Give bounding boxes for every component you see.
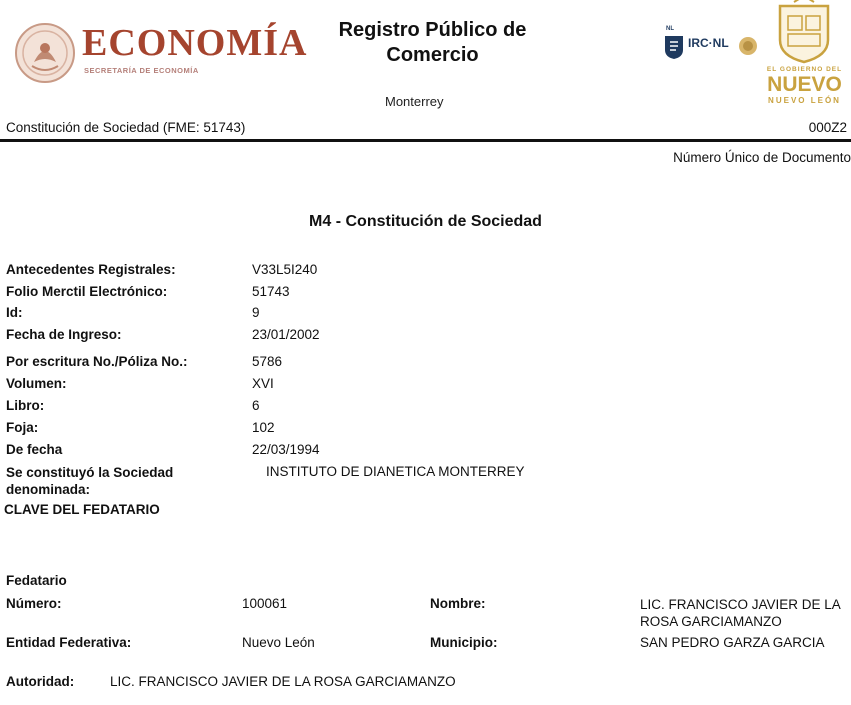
libro-value: 6 <box>252 398 260 413</box>
irc-shield-icon <box>664 34 684 60</box>
nuevo-leon-shield-icon <box>776 0 832 64</box>
gobierno-label-line2: NUEVO <box>767 73 842 96</box>
fecha-ingreso-value: 23/01/2002 <box>252 327 320 342</box>
escritura-value: 5786 <box>252 354 283 369</box>
fecha-ingreso-label: Fecha de Ingreso: <box>6 327 122 342</box>
volumen-label: Volumen: <box>6 376 67 391</box>
sociedad-label: Se constituyó la Sociedad denominada: <box>6 465 174 497</box>
autoridad-value: LIC. FRANCISCO JAVIER DE LA ROSA GARCIAMANZO <box>110 674 456 689</box>
economia-logo-subtitle: SECRETARÍA DE ECONOMÍA <box>84 66 199 75</box>
gobierno-label-line3: NUEVO LEÓN <box>768 96 841 105</box>
irc-nl-text: IRC·NL <box>688 36 729 50</box>
id-label: Id: <box>6 305 23 320</box>
municipio-value: SAN PEDRO GARZA GARCIA <box>640 635 825 650</box>
de-fecha-label: De fecha <box>6 442 63 457</box>
libro-label: Libro: <box>6 398 45 413</box>
municipio-label: Municipio: <box>430 635 498 650</box>
autoridad-label: Autoridad: <box>6 674 75 689</box>
irc-seal-icon <box>738 36 758 56</box>
de-fecha-value: 22/03/1994 <box>252 442 320 457</box>
irc-nl-tag: NL <box>666 26 674 32</box>
volumen-value: XVI <box>252 376 274 391</box>
clave-fedatario-label: CLAVE DEL FEDATARIO <box>4 502 160 517</box>
escritura-label: Por escritura No./Póliza No.: <box>6 354 188 369</box>
numero-unico-label: Número Único de Documento <box>673 150 851 165</box>
sociedad-value: INSTITUTO DE DIANETICA MONTERREY <box>266 464 525 479</box>
folio-value: 51743 <box>252 284 290 299</box>
foja-value: 102 <box>252 420 275 435</box>
header-divider <box>0 139 851 142</box>
folio-label: Folio Merctil Electrónico: <box>6 284 168 299</box>
entidad-value: Nuevo León <box>242 635 315 650</box>
foja-label: Foja: <box>6 420 39 435</box>
antecedentes-value: V33L5I240 <box>252 262 318 277</box>
city-label: Monterrey <box>385 94 444 109</box>
nombre-value: LIC. FRANCISCO JAVIER DE LA ROSA GARCIAMANZO <box>640 597 841 629</box>
document-type: Constitución de Sociedad (FME: 51743) <box>6 120 246 135</box>
numero-value: 100061 <box>242 596 288 611</box>
id-value: 9 <box>252 305 260 320</box>
gobierno-label-line1: EL GOBIERNO DEL <box>766 66 843 73</box>
document-code: 000Z2 <box>808 120 847 135</box>
mexico-eagle-seal-icon <box>14 22 76 84</box>
entidad-label: Entidad Federativa: <box>6 635 132 650</box>
irc-nl-logo <box>664 26 764 66</box>
fedatario-heading: Fedatario <box>6 573 67 588</box>
section-title: M4 - Constitución de Sociedad <box>309 213 542 230</box>
page-title: Registro Público de Comercio <box>338 19 527 66</box>
economia-logo-text: ECONOMÍA <box>82 22 308 64</box>
antecedentes-label: Antecedentes Registrales: <box>6 262 176 277</box>
nombre-label: Nombre: <box>430 596 486 611</box>
numero-label: Número: <box>6 596 62 611</box>
